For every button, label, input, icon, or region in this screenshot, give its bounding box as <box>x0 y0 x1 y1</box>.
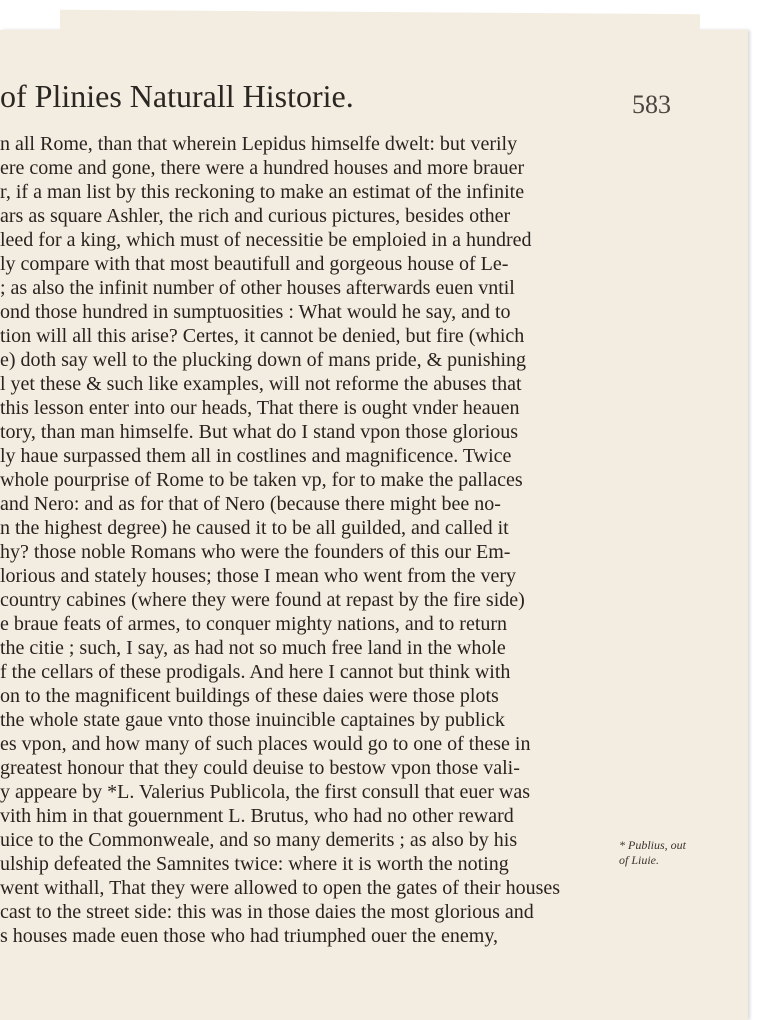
text-line: e braue feats of armes, to conquer mighty nations, and to return <box>0 613 508 635</box>
margin-note-line: * Publius, out <box>619 838 687 852</box>
text-line: ere come and gone, there were a hundred houses and more brauer <box>0 157 525 179</box>
text-line: r, if a man list by this reckoning to make an estimat of the infinite <box>0 181 525 203</box>
running-head: of Plinies Naturall Historie. <box>0 78 354 114</box>
text-line: leed for a king, which must of necessitie be emploied in a hundred <box>0 229 532 251</box>
text-line: and Nero: and as for that of Nero (because there might bee no- <box>0 493 501 515</box>
text-line: n the highest degree) he caused it to be all guilded, and called it <box>0 517 509 539</box>
text-line: uice to the Commonweale, and so many demerits ; as also by his <box>0 829 518 851</box>
text-line: this lesson enter into our heads, That there is ought vnder heauen <box>0 397 520 419</box>
text-line: the whole state gaue vnto those inuincible captaines by publick <box>0 709 505 731</box>
text-line: went withall, That they were allowed to open the gates of their houses <box>0 877 561 899</box>
text-line: ars as square Ashler, the rich and curious pictures, besides other <box>0 205 511 227</box>
text-line: country cabines (where they were found at repast by the fire side) <box>0 589 525 611</box>
text-line: f the cellars of these prodigals. And here I cannot but think with <box>0 661 511 683</box>
text-line: on to the magnificent buildings of these daies were those plots <box>0 685 499 707</box>
text-line: l yet these & such like examples, will not reforme the abuses that <box>0 373 522 395</box>
text-line: ly haue surpassed them all in costlines and magnificence. Twice <box>0 445 512 467</box>
text-line: n all Rome, than that wherein Lepidus himselfe dwelt: but verily <box>0 133 518 155</box>
text-line: ly compare with that most beautifull and gorgeous house of Le- <box>0 253 509 275</box>
text-line: cast to the street side: this was in those daies the most glorious and <box>0 901 534 923</box>
text-line: hy? those noble Romans who were the founders of this our Em- <box>0 541 511 563</box>
text-line: e) doth say well to the plucking down of mans pride, & punishing <box>0 349 527 371</box>
text-line: tion will all this arise? Certes, it cannot be denied, but fire (which <box>0 325 525 347</box>
margin-note <box>619 838 729 868</box>
text-line: ond those hundred in sumptuosities : What would he say, and to <box>0 301 511 323</box>
text-line: y appeare by *L. Valerius Publicola, the first consull that euer was <box>0 781 531 803</box>
text-line: vith him in that gouernment L. Brutus, who had no other reward <box>0 805 514 827</box>
text-line: ulship defeated the Samnites twice: where it is worth the noting <box>0 853 509 875</box>
text-line: s houses made euen those who had triumphed ouer the enemy, <box>0 925 499 947</box>
text-line: tory, than man himselfe. But what do I stand vpon those glorious <box>0 421 519 443</box>
page-number: 583 <box>632 90 671 119</box>
text-line: whole pourprise of Rome to be taken vp, for to make the pallaces <box>0 469 523 491</box>
text-line: ; as also the infinit number of other houses afterwards euen vntil <box>0 277 515 299</box>
text-line: lorious and stately houses; those I mean who went from the very <box>0 565 516 587</box>
body-text <box>0 132 614 948</box>
margin-note-line: of Liuie. <box>619 853 660 867</box>
text-line: greatest honour that they could deuise to bestow vpon those vali- <box>0 757 520 779</box>
text-line: the citie ; such, I say, as had not so much free land in the whole <box>0 637 506 659</box>
text-line: es vpon, and how many of such places would go to one of these in <box>0 733 531 755</box>
